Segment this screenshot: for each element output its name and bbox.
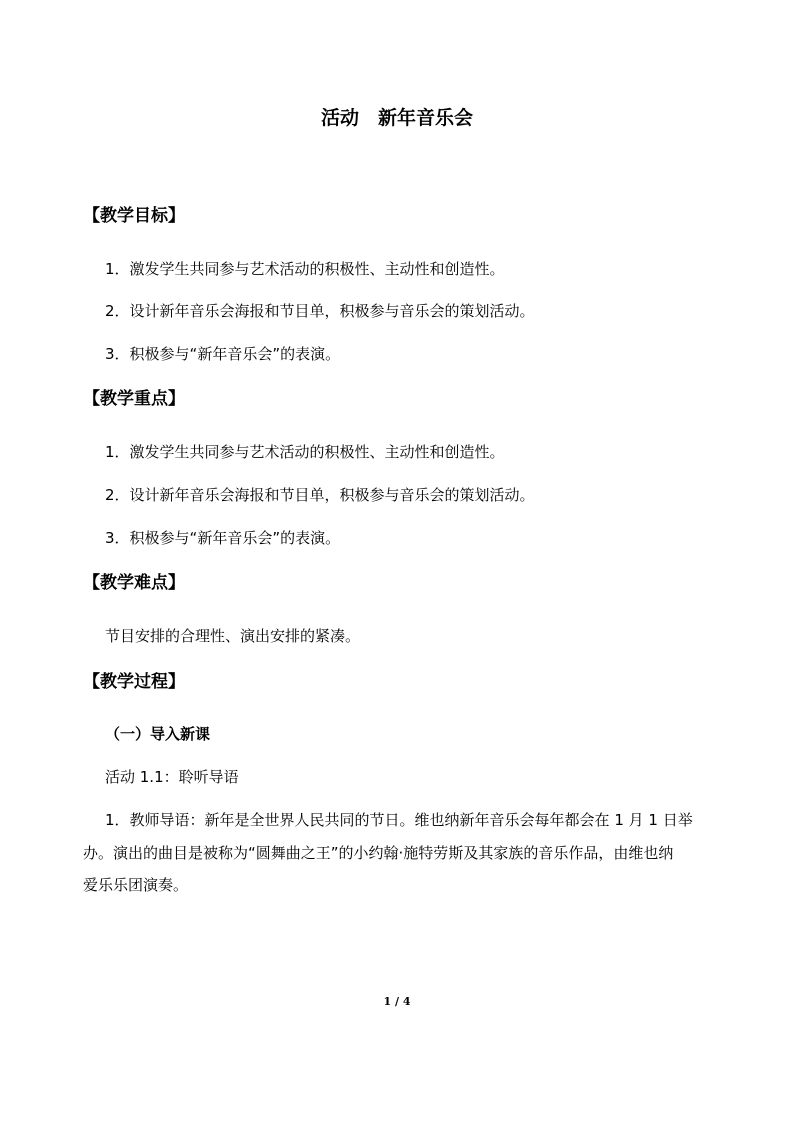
- section-heading-goals: 【教学目标】: [83, 206, 185, 226]
- paragraph-line-1: 1．教师导语：新年是全世界人民共同的节日。维也纳新年音乐会每年都会在 1 月 1 日举: [105, 811, 693, 829]
- key-point-item-1: 1．激发学生共同参与艺术活动的积极性、主动性和创造性。: [105, 443, 505, 461]
- section-heading-key-points: 【教学重点】: [83, 389, 185, 409]
- page-number: 1 / 4: [383, 995, 411, 1008]
- paragraph-line-2: 办。演出的曲目是被称为“圆舞曲之王”的小约翰·施特劳斯及其家族的音乐作品，由维也纳: [83, 844, 674, 862]
- difficulties-text: 节目安排的合理性、演出安排的紧凑。: [105, 627, 361, 645]
- section-heading-process: 【教学过程】: [83, 672, 185, 692]
- goal-item-2: 2．设计新年音乐会海报和节目单，积极参与音乐会的策划活动。: [105, 302, 535, 320]
- key-point-item-2: 2．设计新年音乐会海报和节目单，积极参与音乐会的策划活动。: [105, 486, 535, 504]
- activity-label: 活动 1.1：聆听导语: [105, 768, 239, 786]
- process-subheading: （一）导入新课: [105, 725, 211, 743]
- section-heading-difficulties: 【教学难点】: [83, 573, 185, 593]
- page-title: 活动 新年音乐会: [320, 107, 473, 129]
- goal-item-3: 3．积极参与“新年音乐会”的表演。: [105, 345, 341, 363]
- goal-item-1: 1．激发学生共同参与艺术活动的积极性、主动性和创造性。: [105, 260, 505, 278]
- key-point-item-3: 3．积极参与“新年音乐会”的表演。: [105, 529, 341, 547]
- paragraph-line-3: 爱乐乐团演奏。: [83, 876, 189, 894]
